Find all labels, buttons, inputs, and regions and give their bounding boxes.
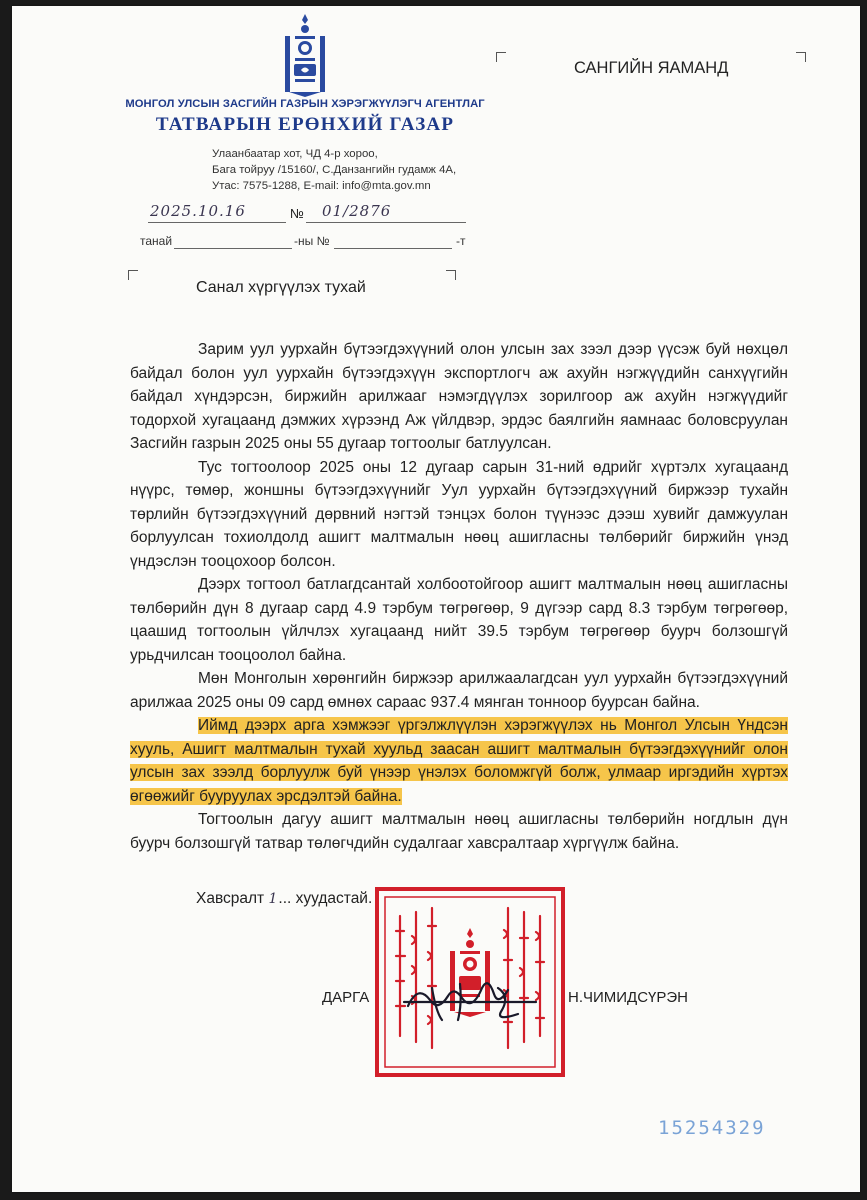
attachment-line [196, 890, 372, 908]
number-label: № [290, 206, 304, 221]
reply-prefix: танай [140, 234, 173, 248]
agency-name: ТАТВАРЫН ЕРӨНХИЙ ГАЗАР [155, 114, 455, 135]
soyombo-emblem-icon [275, 12, 335, 98]
attachment-prefix: Хавсралт [196, 890, 265, 907]
reference-reply [140, 232, 470, 254]
attachment-suffix: ... хуудастай. [278, 890, 373, 907]
handwritten-signature [402, 976, 542, 1026]
letter-number: 01/2876 [322, 202, 392, 220]
address-line: Улаанбаатар хот, ЧД 4-р хороо, [212, 148, 378, 160]
reference-date-number [140, 202, 470, 224]
paragraph: Мөн Монголын хөрөнгийн биржээр арилжаалагдсан уул уурхайн бүтээгдэхүүний арилжаа 2025 оны 09 сард өмнөх сараас 937.4 мянган тонноор буурсан байна. [130, 670, 788, 711]
letter-date: 2025.10.16 [150, 202, 246, 220]
corner-mark [796, 52, 806, 62]
signatory-title: ДАРГА [322, 989, 370, 1006]
paragraph-highlighted [130, 714, 788, 808]
attachment-count: 1 [268, 891, 279, 907]
agency-parent: МОНГОЛ УЛСЫН ЗАСГИЙН ГАЗРЫН ХЭРЭГЖҮҮЛЭГЧ АГЕНТЛАГ [125, 98, 485, 110]
address-line: Утас: 7575-1288, E-mail: info@mta.gov.mn [212, 180, 431, 192]
paragraph: Тус тогтоолоор 2025 оны 12 дугаар сарын 31-ний өдрийг хүртэлх хугацаанд нүүрс, төмөр, жоншны бүтээгдэхүүнийг Уул уурхайн бүтээгдэхүүний биржээр тухайн төрлийн бүтээгдэхүүний дөрвний нэгтэй тэнцэх болон түүнээс дээш хувийг дамжуулан борлуулсан тохиолдолд ашигт малтмалын нөөц ашигласны төлбөрийг биржийн үнэд үндэслэн тооцохоор болсон. [130, 458, 788, 570]
reply-suffix: -т [456, 234, 466, 248]
corner-mark [446, 270, 456, 280]
paragraph: Зарим уул уурхайн бүтээгдэхүүний олон улсын зах зээл дээр үүсэж буй нөхцөл байдал болон уул уурхайн бүтээгдэхүүн экспортлогч аж ахуйн нэгжүүдийн санхүүгийн байдал хүндэрсэн, биржийн арилжааг нэмэгдүүлэх зорилгоор аж ахуйн нэгжүүдийг тодорхой хугацаанд дэмжих хүрээнд Аж үйлдвэр, эрдэс баялгийн яамнаас боловсруулан Засгийн газрын 2025 оны 55 дугаар тогтоолыг батлуулсан. [130, 341, 788, 452]
signatory-name: Н.ЧИМИДСҮРЭН [568, 989, 689, 1006]
recipient: САНГИЙН ЯАМАНД [574, 59, 729, 77]
highlight: Иймд дээрх арга хэмжээг үргэлжлүүлэн хэрэгжүүлэх нь Монгол Улсын Үндсэн хууль, Ашигт малтмалын тухай хуульд заасан ашигт малтмалын бүтээгдэхүүнийг олон улсын зах зээлд борлуулж буй үнээр үнэлэх боломжгүй болж, улмаар иргэдийн хүртэх өгөөжийг бууруулах эрсдэлтэй байна. [130, 717, 788, 805]
agency-address [212, 146, 512, 194]
stamp-number: 15254329 [658, 1117, 766, 1139]
corner-mark [128, 270, 138, 280]
letter-body [130, 338, 788, 855]
paragraph: Дээрх тогтоол батлагдсантай холбоотойгоор ашигт малтмалын нөөц ашигласны төлбөрийн дүн 8 дугаар сард 4.9 тэрбум төгрөгөөр, 9 дүгээр сард 8.3 тэрбум төгрөгөөр, цаашид тогтоолын үйлчлэх хугацаанд нийт 39.5 тэрбум төгрөгөөр буурч болзошгүй урьдчилсан тооцоолол байна. [130, 576, 788, 664]
subject-line: Санал хүргүүлэх тухай [196, 279, 366, 296]
address-line: Бага тойруу /15160/, С.Данзангийн гудамж 4А, [212, 164, 457, 176]
document-page [12, 6, 860, 1192]
paragraph: Тогтоолын дагуу ашигт малтмалын нөөц ашигласны төлбөрийн ногдлын дүн буурч болзошгүй татвар төлөгчдийн судалгааг хавсралтаар хүргүүлж байна. [130, 811, 788, 852]
reply-mid: -ны № [294, 234, 330, 248]
corner-mark [496, 52, 506, 62]
